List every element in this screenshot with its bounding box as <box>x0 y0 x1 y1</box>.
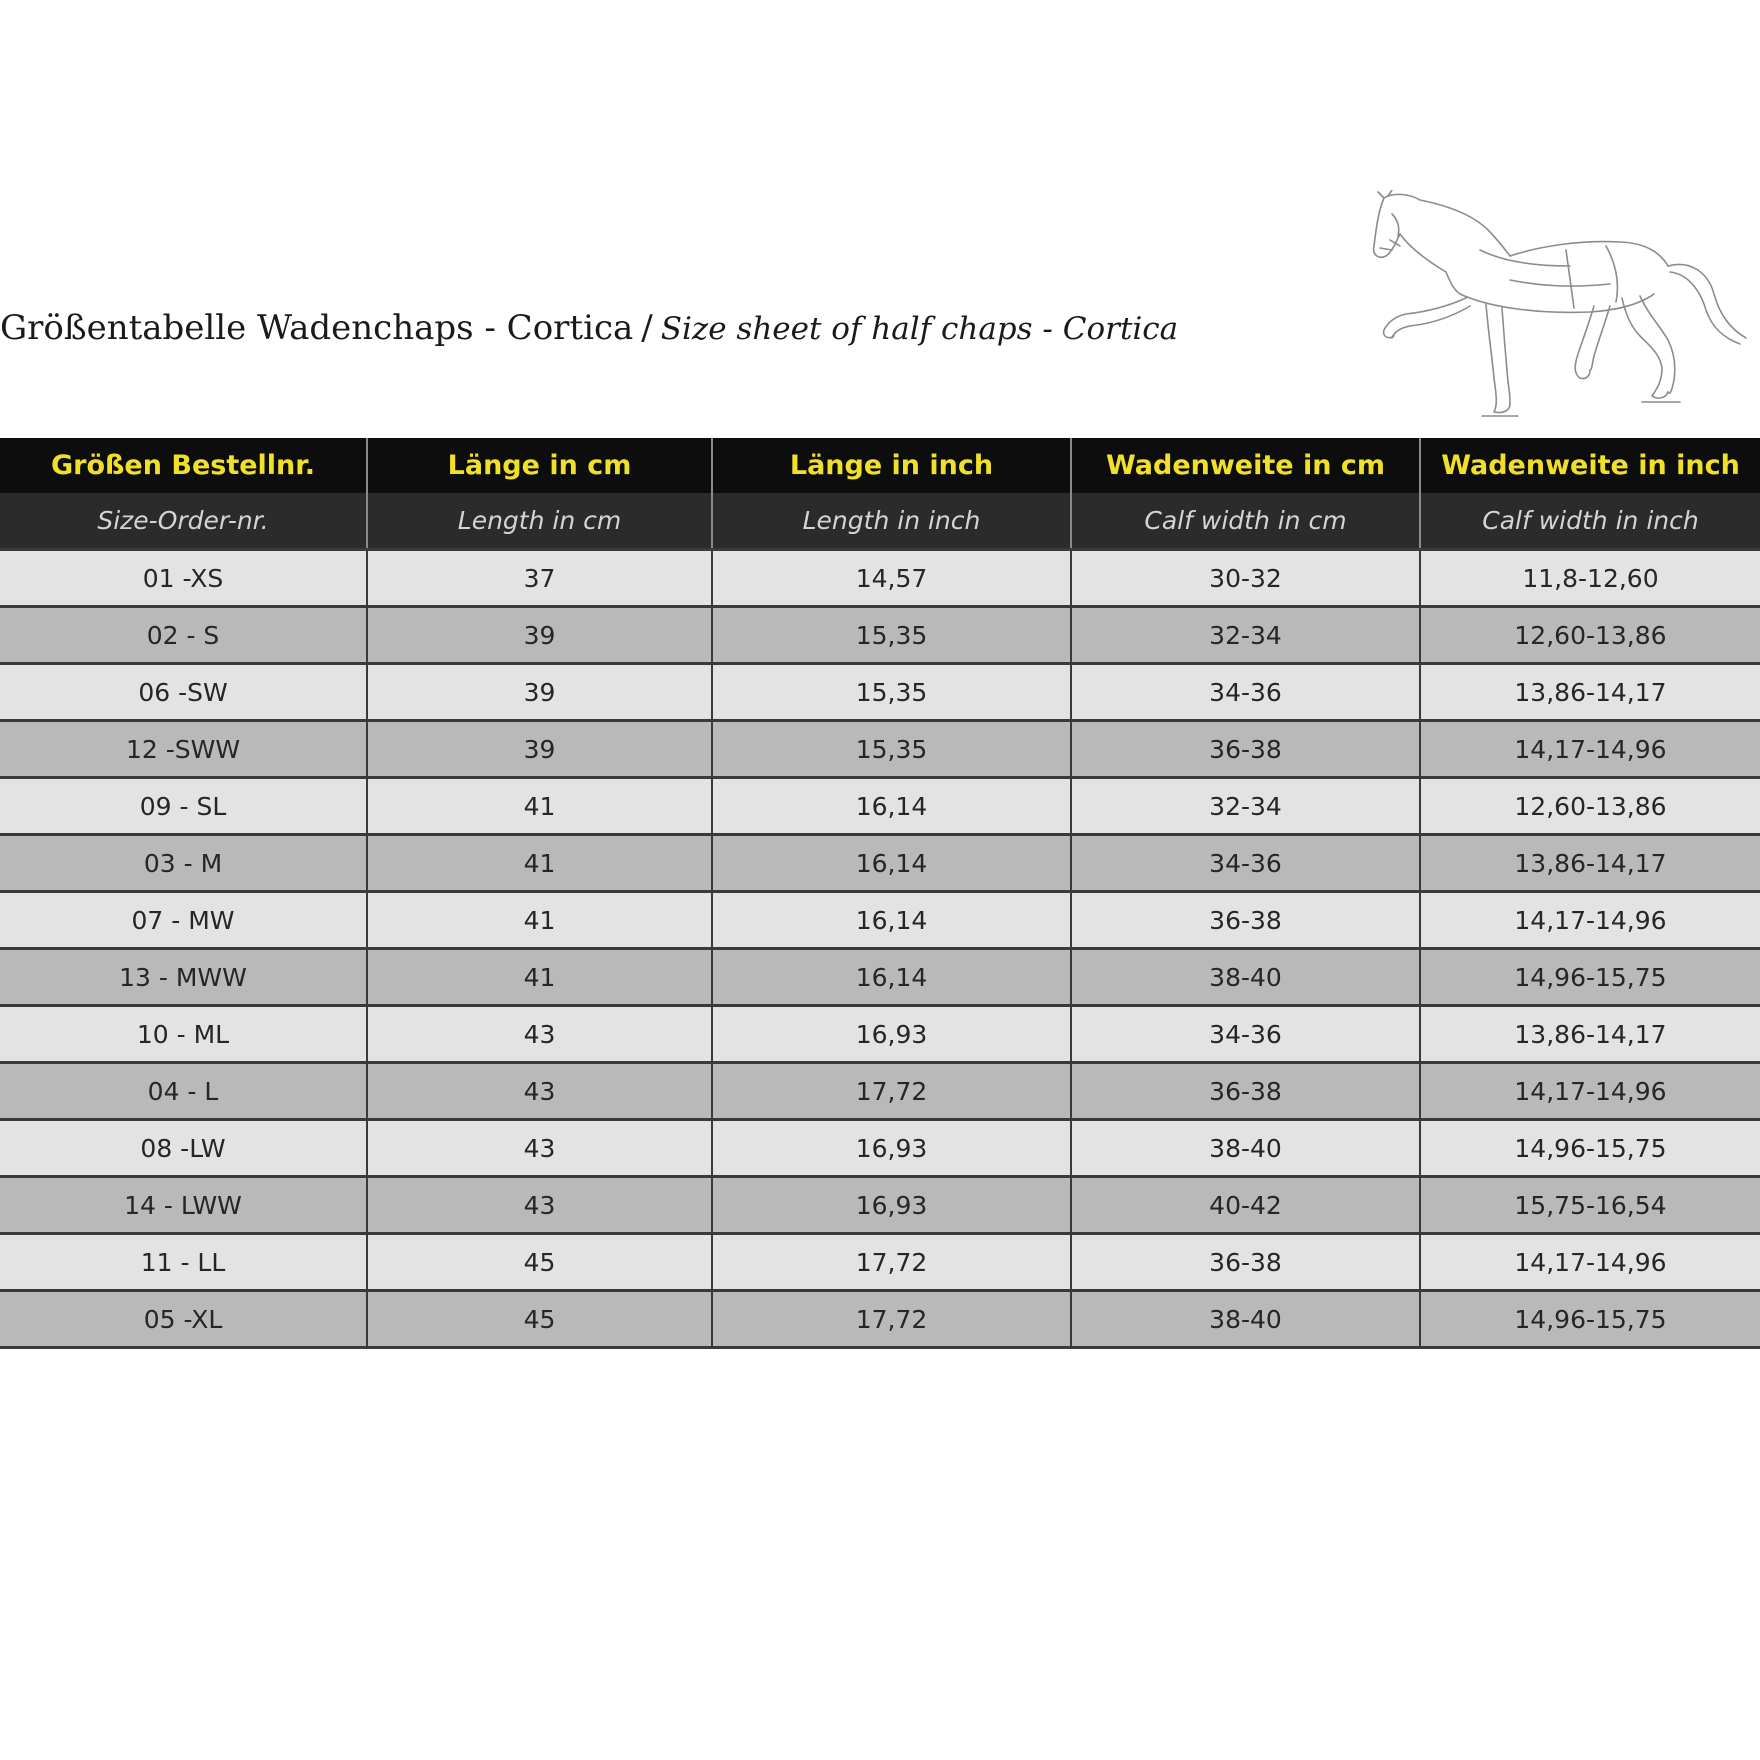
cell-calf-width-cm: 38-40 <box>1071 949 1420 1006</box>
header-length-cm-en: Length in cm <box>367 493 712 550</box>
cell-size-order: 06 -SW <box>0 664 367 721</box>
table-row <box>0 550 1760 607</box>
page-title <box>0 308 1178 348</box>
cell-calf-width-inch: 14,17-14,96 <box>1420 1234 1760 1291</box>
cell-size-order: 04 - L <box>0 1063 367 1120</box>
cell-size-order: 14 - LWW <box>0 1177 367 1234</box>
cell-length-cm: 41 <box>367 949 712 1006</box>
cell-calf-width-cm: 34-36 <box>1071 664 1420 721</box>
cell-length-inch: 17,72 <box>712 1063 1071 1120</box>
cell-length-inch: 16,14 <box>712 778 1071 835</box>
cell-calf-width-inch: 12,60-13,86 <box>1420 778 1760 835</box>
cell-calf-width-cm: 40-42 <box>1071 1177 1420 1234</box>
cell-length-cm: 43 <box>367 1063 712 1120</box>
cell-length-inch: 15,35 <box>712 721 1071 778</box>
table-row <box>0 1234 1760 1291</box>
cell-size-order: 07 - MW <box>0 892 367 949</box>
cell-size-order: 10 - ML <box>0 1006 367 1063</box>
cell-length-inch: 17,72 <box>712 1291 1071 1348</box>
cell-calf-width-inch: 13,86-14,17 <box>1420 1006 1760 1063</box>
cell-calf-width-cm: 34-36 <box>1071 835 1420 892</box>
header-calf-width-cm-de: Wadenweite in cm <box>1071 438 1420 493</box>
cell-size-order: 05 -XL <box>0 1291 367 1348</box>
cell-calf-width-inch: 13,86-14,17 <box>1420 835 1760 892</box>
cell-calf-width-cm: 30-32 <box>1071 550 1420 607</box>
cell-calf-width-inch: 15,75-16,54 <box>1420 1177 1760 1234</box>
table-row <box>0 778 1760 835</box>
cell-size-order: 11 - LL <box>0 1234 367 1291</box>
cell-calf-width-cm: 32-34 <box>1071 607 1420 664</box>
cell-calf-width-cm: 36-38 <box>1071 721 1420 778</box>
cell-size-order: 03 - M <box>0 835 367 892</box>
cell-calf-width-cm: 38-40 <box>1071 1291 1420 1348</box>
cell-size-order: 13 - MWW <box>0 949 367 1006</box>
cell-calf-width-inch: 14,17-14,96 <box>1420 721 1760 778</box>
cell-length-cm: 43 <box>367 1006 712 1063</box>
header-row-german <box>0 438 1760 493</box>
cell-calf-width-cm: 38-40 <box>1071 1120 1420 1177</box>
title-separator: / <box>641 308 653 348</box>
cell-calf-width-cm: 36-38 <box>1071 1063 1420 1120</box>
cell-calf-width-cm: 34-36 <box>1071 1006 1420 1063</box>
table-row <box>0 835 1760 892</box>
table-row <box>0 1120 1760 1177</box>
title-german: Größentabelle Wadenchaps - Cortica <box>0 308 634 348</box>
header-length-inch-de: Länge in inch <box>712 438 1071 493</box>
cell-size-order: 08 -LW <box>0 1120 367 1177</box>
cell-length-inch: 16,14 <box>712 892 1071 949</box>
cell-length-cm: 41 <box>367 778 712 835</box>
cell-calf-width-inch: 14,96-15,75 <box>1420 1120 1760 1177</box>
cell-calf-width-cm: 36-38 <box>1071 1234 1420 1291</box>
title-english: Size sheet of half chaps - Cortica <box>660 311 1179 347</box>
cell-length-cm: 39 <box>367 664 712 721</box>
cell-length-inch: 16,14 <box>712 949 1071 1006</box>
horse-sketch-icon <box>1370 190 1750 430</box>
cell-length-inch: 16,93 <box>712 1177 1071 1234</box>
cell-calf-width-cm: 36-38 <box>1071 892 1420 949</box>
header-size-order-de: Größen Bestellnr. <box>0 438 367 493</box>
cell-length-inch: 16,93 <box>712 1006 1071 1063</box>
cell-length-cm: 43 <box>367 1177 712 1234</box>
cell-length-inch: 17,72 <box>712 1234 1071 1291</box>
table-row <box>0 949 1760 1006</box>
cell-length-inch: 15,35 <box>712 664 1071 721</box>
table-row <box>0 1006 1760 1063</box>
table-row <box>0 1063 1760 1120</box>
header-length-inch-en: Length in inch <box>712 493 1071 550</box>
cell-calf-width-inch: 14,17-14,96 <box>1420 892 1760 949</box>
header-calf-width-inch-de: Wadenweite in inch <box>1420 438 1760 493</box>
table-row <box>0 664 1760 721</box>
header-calf-width-inch-en: Calf width in inch <box>1420 493 1760 550</box>
cell-size-order: 02 - S <box>0 607 367 664</box>
cell-length-inch: 15,35 <box>712 607 1071 664</box>
cell-size-order: 12 -SWW <box>0 721 367 778</box>
header-length-cm-de: Länge in cm <box>367 438 712 493</box>
header-calf-width-cm-en: Calf width in cm <box>1071 493 1420 550</box>
cell-length-inch: 14,57 <box>712 550 1071 607</box>
cell-length-cm: 43 <box>367 1120 712 1177</box>
cell-length-cm: 45 <box>367 1291 712 1348</box>
cell-length-cm: 39 <box>367 607 712 664</box>
cell-calf-width-inch: 14,96-15,75 <box>1420 949 1760 1006</box>
header-row-english <box>0 493 1760 550</box>
cell-calf-width-inch: 14,17-14,96 <box>1420 1063 1760 1120</box>
cell-length-cm: 41 <box>367 892 712 949</box>
table-row <box>0 892 1760 949</box>
cell-calf-width-inch: 14,96-15,75 <box>1420 1291 1760 1348</box>
table-row <box>0 1291 1760 1348</box>
cell-length-cm: 45 <box>367 1234 712 1291</box>
size-table <box>0 438 1760 1349</box>
cell-length-inch: 16,14 <box>712 835 1071 892</box>
cell-size-order: 09 - SL <box>0 778 367 835</box>
cell-length-cm: 41 <box>367 835 712 892</box>
table-row <box>0 721 1760 778</box>
cell-length-inch: 16,93 <box>712 1120 1071 1177</box>
cell-calf-width-inch: 12,60-13,86 <box>1420 607 1760 664</box>
cell-length-cm: 37 <box>367 550 712 607</box>
cell-calf-width-inch: 11,8-12,60 <box>1420 550 1760 607</box>
cell-calf-width-inch: 13,86-14,17 <box>1420 664 1760 721</box>
cell-calf-width-cm: 32-34 <box>1071 778 1420 835</box>
cell-size-order: 01 -XS <box>0 550 367 607</box>
header-size-order-en: Size-Order-nr. <box>0 493 367 550</box>
cell-length-cm: 39 <box>367 721 712 778</box>
table-row <box>0 607 1760 664</box>
table-row <box>0 1177 1760 1234</box>
